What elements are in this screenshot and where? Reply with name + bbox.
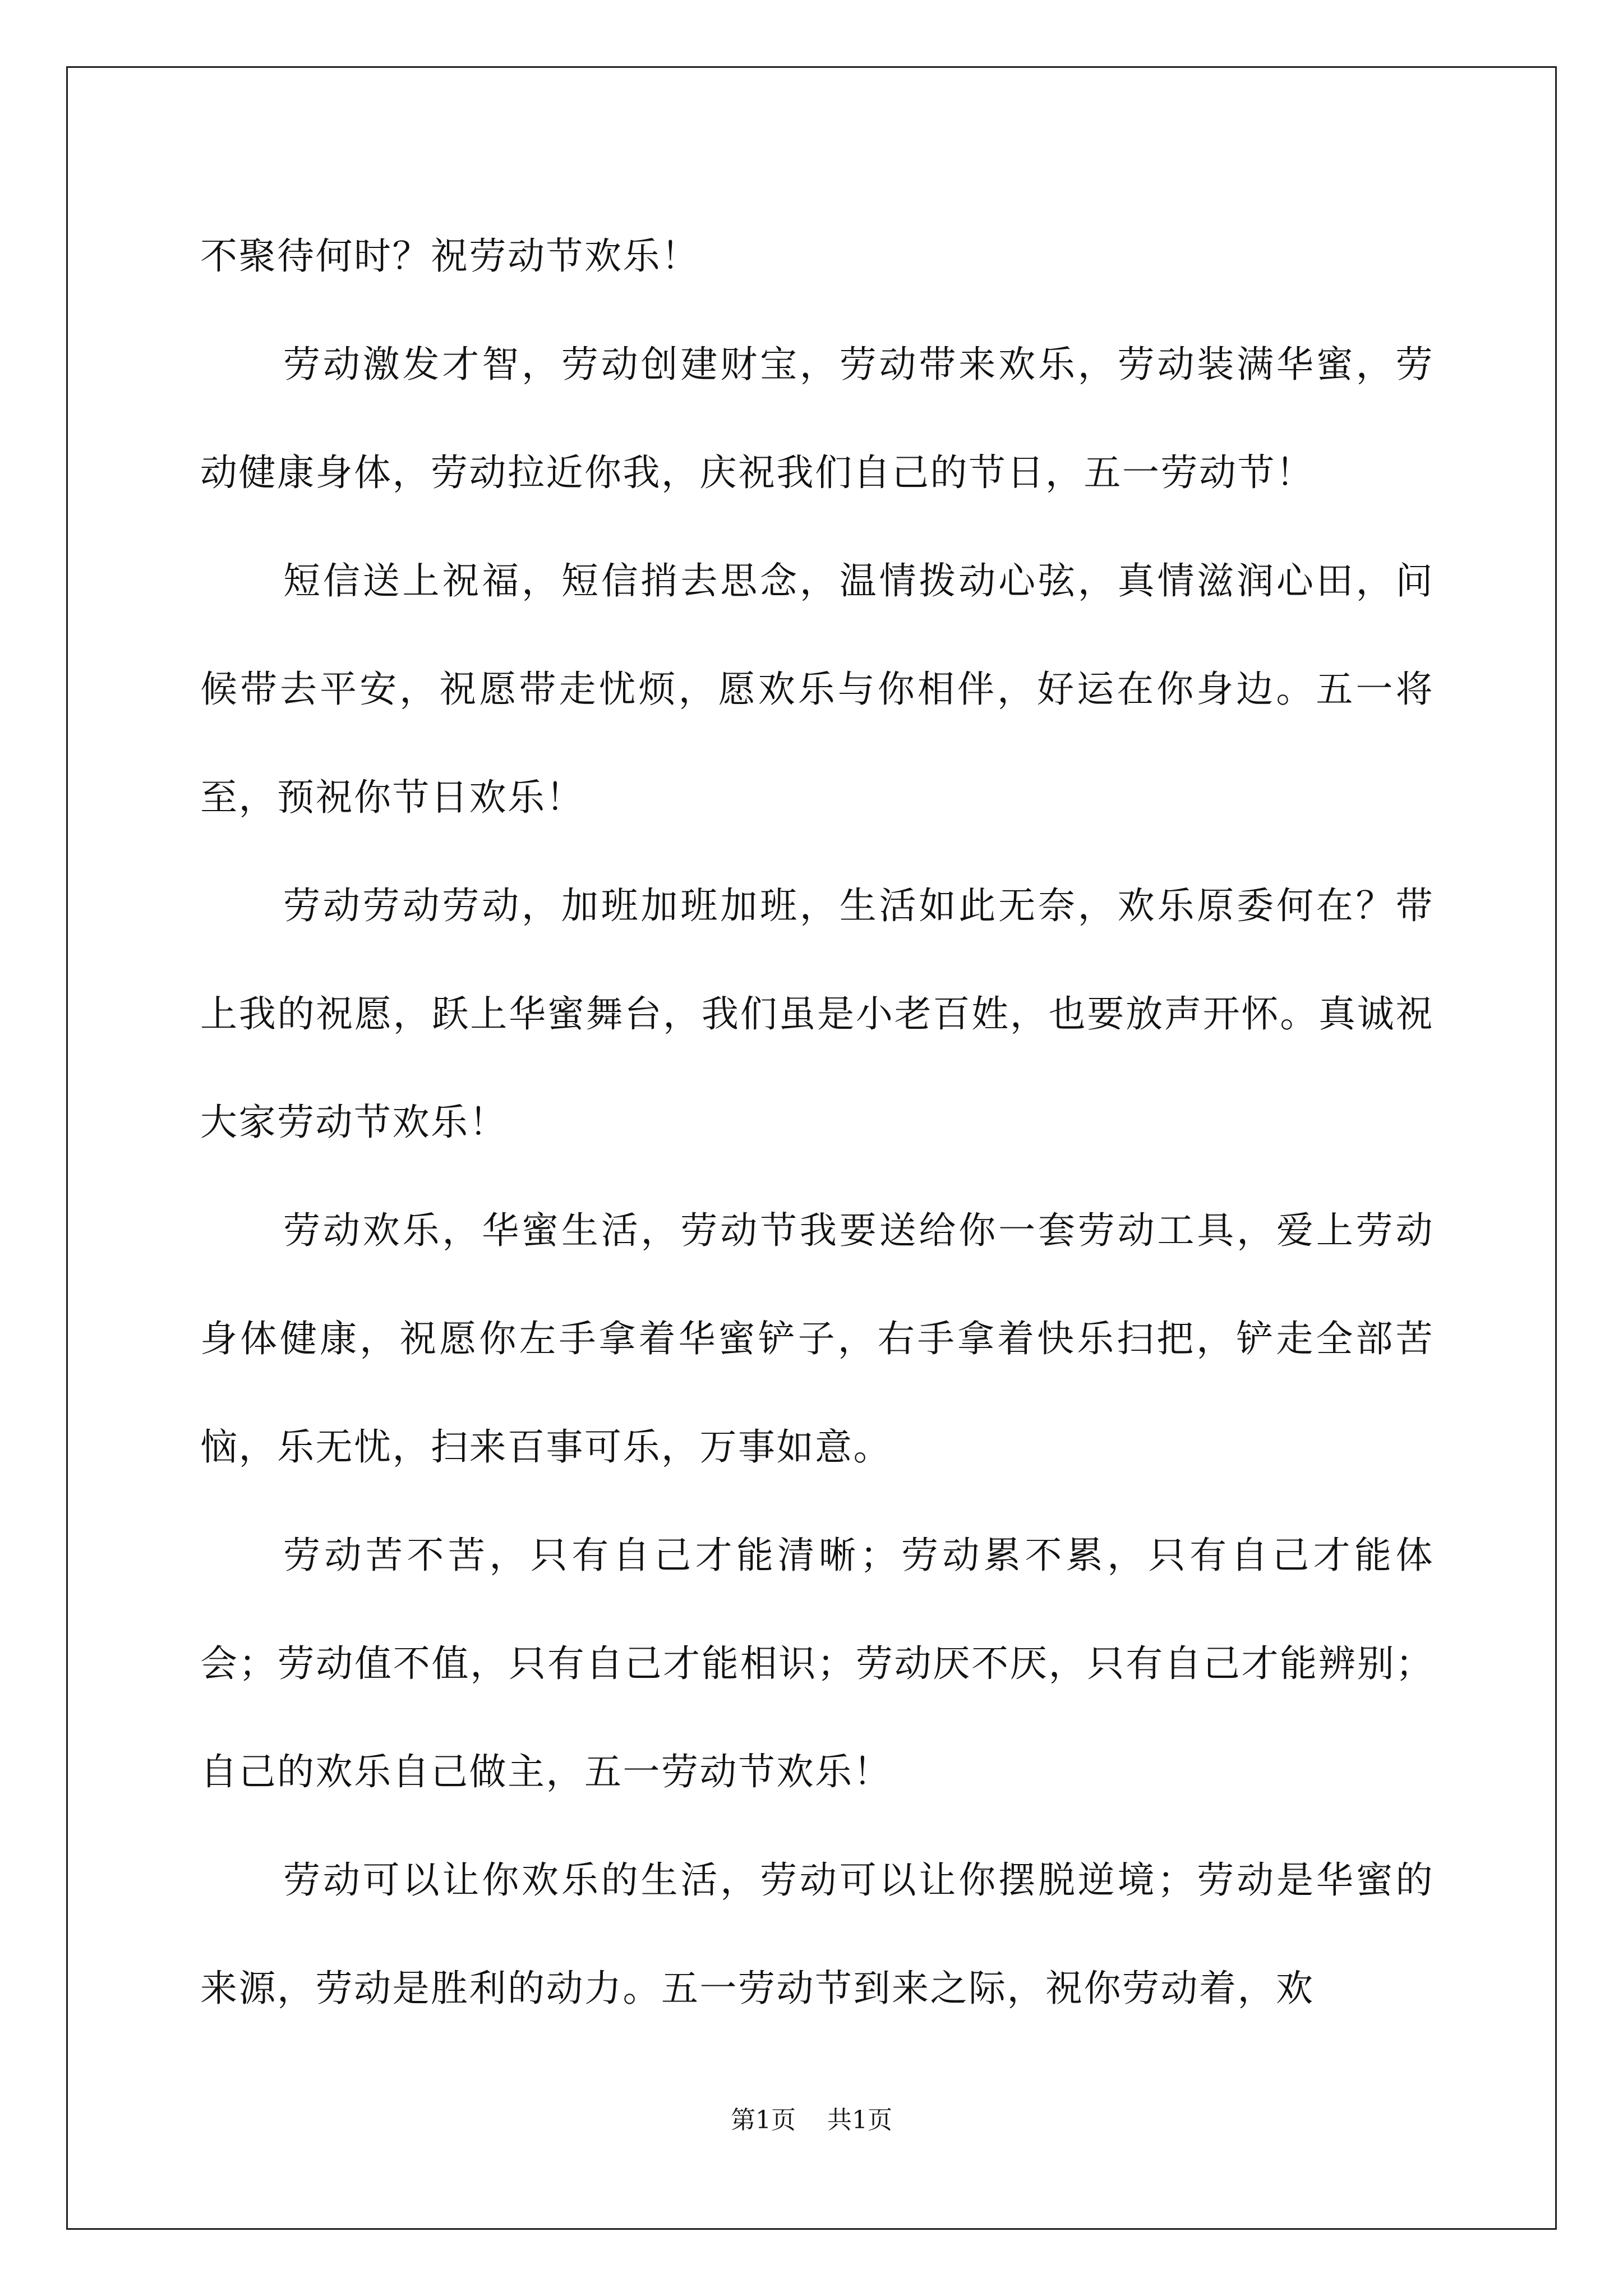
document-body [200, 202, 1434, 2042]
paragraph-6: 劳动苦不苦，只有自己才能清晰；劳动累不累，只有自己才能体会；劳动值不值，只有自己才能相识；劳动厌不厌，只有自己才能辨别；自己的欢乐自己做主，五一劳动节欢乐！ [200, 1534, 1434, 1793]
paragraph-4: 劳动劳动劳动，加班加班加班，生活如此无奈，欢乐原委何在？带上我的祝愿，跃上华蜜舞台，我们虽是小老百姓，也要放声开怀。真诚祝大家劳动节欢乐！ [200, 884, 1434, 1144]
paragraph-1: 不聚待何时？祝劳动节欢乐！ [200, 234, 700, 278]
paragraph-5: 劳动欢乐，华蜜生活，劳动节我要送给你一套劳动工具，爱上劳动身体健康，祝愿你左手拿着华蜜铲子，右手拿着快乐扫把，铲走全部苦恼，乐无忧，扫来百事可乐，万事如意。 [200, 1209, 1434, 1469]
paragraph-2: 劳动激发才智，劳动创建财宝，劳动带来欢乐，劳动装满华蜜，劳动健康身体，劳动拉近你我，庆祝我们自己的节日，五一劳动节！ [200, 343, 1434, 494]
page-footer [0, 2104, 1623, 2137]
page-number-current: 第1页 [731, 2106, 796, 2134]
paragraph-7: 劳动可以让你欢乐的生活，劳动可以让你摆脱逆境；劳动是华蜜的来源，劳动是胜利的动力。五一劳动节到来之际，祝你劳动着，欢 [200, 1858, 1434, 2010]
page-number-total: 共1页 [827, 2106, 892, 2134]
paragraph-3: 短信送上祝福，短信捎去思念，温情拨动心弦，真情滋润心田，问候带去平安，祝愿带走忧烦，愿欢乐与你相伴，好运在你身边。五一将至，预祝你节日欢乐！ [200, 559, 1434, 819]
